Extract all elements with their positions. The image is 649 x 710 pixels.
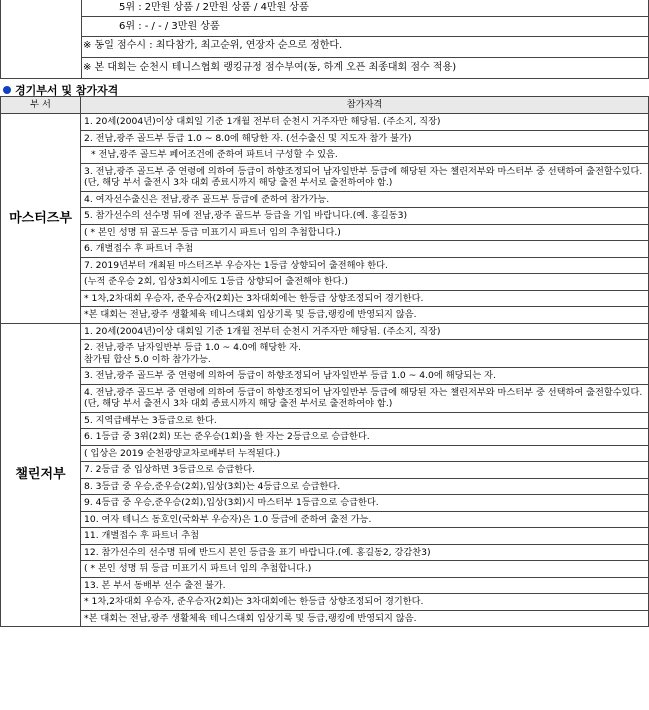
table-row [1, 384, 649, 412]
table-cell: 12. 참가선수의 선수명 뒤에 반드시 본인 등급을 표기 바랍니다.(예. 홍길동2, 강감찬3) [81, 544, 649, 561]
table-row [1, 462, 649, 479]
table-row [1, 147, 649, 164]
table-row [1, 323, 649, 340]
table-row [1, 224, 649, 241]
table-row [1, 429, 649, 446]
table-row [1, 368, 649, 385]
table-cell: 10. 여자 테니스 동호인(국화부 우승자)은 1.0 등급에 준하여 출전 가능. [81, 511, 649, 528]
table-cell: 3. 전남,광주 골드부 중 연령에 의하여 등급이 하향조정되어 남자일반부 등급 1.0 ~ 4.0에 해당되는 자. [81, 368, 649, 385]
tie-break-note: ※ 동일 점수시 : 최다참가, 최고순위, 연장자 순으로 정한다. [83, 40, 343, 51]
table-row [1, 274, 649, 291]
header-eligibility: 참가자격 [81, 97, 649, 114]
table-cell: 13. 본 부서 동배부 선수 출전 불가. [81, 577, 649, 594]
division-challenger: 챌린저부 [1, 323, 81, 627]
table-row [1, 257, 649, 274]
header-division: 부 서 [1, 97, 81, 114]
prize-notes-label-cell [1, 0, 82, 79]
table-cell: 2. 전남,광주 골드부 등급 1.0 ~ 8.0에 해당한 자. (선수출신 및 지도자 참가 불가) [81, 130, 649, 147]
table-cell: * 전남,광주 골드부 페어조건에 준하여 파트너 구성할 수 있음. [81, 147, 649, 164]
table-cell: 1. 20세(2004년)이상 대회일 기준 1개월 전부터 순천시 거주자만 해당됨. (주소지, 직장) [81, 323, 649, 340]
table-cell: 11. 개별접수 후 파트너 추첨 [81, 528, 649, 545]
table-cell: ( * 본인 성명 뒤 골드부 등급 미표기시 파트너 임의 추첨합니다.) [81, 224, 649, 241]
table-row [1, 412, 649, 429]
table-row [1, 544, 649, 561]
table-cell: 4. 전남,광주 골드부 중 연령에 의하여 등급이 하향조정되어 남자일반부 등급에 해당된 자는 챌린저부와 마스터부 중 선택하여 출전할수있다.(단, 해당 부서 출전시 3차 대회 종료시까지 해당 출전 부서로 출전하여야 함.) [81, 384, 649, 412]
prize-notes-table [0, 0, 649, 79]
table-row [1, 478, 649, 495]
table-cell: 8. 3등급 중 우승,준우승(2회),입상(3회)는 4등급으로 승급한다. [81, 478, 649, 495]
table-row [1, 445, 649, 462]
table-row [1, 208, 649, 225]
table-cell: 7. 2등급 중 입상하면 3등급으로 승급한다. [81, 462, 649, 479]
table-cell: 9. 4등급 중 우승,준우승(2회),입상(3회)시 마스터부 1등급으로 승급한다. [81, 495, 649, 512]
row-divider [81, 36, 648, 37]
table-cell: * 1차,2차대회 우승자, 준우승자(2회)는 3차대회에는 한등급 상향조정되어 경기한다. [81, 594, 649, 611]
table-cell: (누적 준우승 2회, 입상3회시에도 1등급 상향되어 출전해야 한다.) [81, 274, 649, 291]
table-row [1, 191, 649, 208]
table-cell: *본 대회는 전남,광주 생활체육 테니스대회 입상기록 및 등급,랭킹에 반영되지 않음. [81, 307, 649, 324]
table-row [1, 561, 649, 578]
section-title: 경기부서 및 참가자격 [3, 82, 118, 98]
table-cell: 2. 전남,광주 남자일반부 등급 1.0 ~ 4.0에 해당한 자. 참가팀 합산 5.0 이하 참가가능. [81, 340, 649, 368]
division-masters: 마스터즈부 [1, 114, 81, 324]
table-row [1, 241, 649, 258]
table-row [1, 130, 649, 147]
row-divider [81, 57, 648, 58]
table-cell: ( * 본인 성명 뒤 등급 미표기시 파트너 임의 추첨합니다.) [81, 561, 649, 578]
table-cell: 5. 지역급배부는 3등급으로 한다. [81, 412, 649, 429]
table-row [1, 610, 649, 627]
table-cell: 4. 여자선수출신은 전남,광주 골드부 등급에 준하여 참가가능. [81, 191, 649, 208]
table-row [1, 340, 649, 368]
table-cell: 7. 2019년부터 개최된 마스터즈부 우승자는 1등급 상향되어 출전해야 한다. [81, 257, 649, 274]
table-row [1, 114, 649, 131]
table-row [1, 528, 649, 545]
table-cell: 3. 전남,광주 골드부 중 연령에 의하여 등급이 하향조정되어 남자일반부 등급에 해당된 자는 챌린저부와 마스터부 중 선택하여 출전할수있다.(단, 해당 부서 출전시 3차 대회 종료시까지 해당 출전 부서로 출전하여야 함.) [81, 163, 649, 191]
prize-row-6th: 6위 : - / - / 3만원 상품 [119, 21, 220, 32]
table-row [1, 307, 649, 324]
table-cell: * 1차,2차대회 우승자, 준우승자(2회)는 3차대회에는 한등급 상향조정되어 경기한다. [81, 290, 649, 307]
bullet-icon [3, 86, 11, 94]
table-cell: 6. 개별접수 후 파트너 추첨 [81, 241, 649, 258]
table-header-row [1, 97, 649, 114]
ranking-note: ※ 본 대회는 순천시 테니스협회 랭킹규정 점수부여(동, 하계 오픈 최종대회 점수 적용) [83, 62, 457, 73]
table-cell: 6. 1등급 중 3위(2회) 또는 준우승(1회)을 한 자는 2등급으로 승급한다. [81, 429, 649, 446]
table-row [1, 163, 649, 191]
table-cell: 5. 참가선수의 선수명 뒤에 전남,광주 골드부 등급을 기입 바랍니다.(예. 홍길동3) [81, 208, 649, 225]
table-cell: 1. 20세(2004년)이상 대회일 기준 1개월 전부터 순천시 거주자만 해당됨. (주소지, 직장) [81, 114, 649, 131]
table-row [1, 495, 649, 512]
table-row [1, 511, 649, 528]
eligibility-table [0, 96, 649, 627]
table-row [1, 577, 649, 594]
row-divider [81, 16, 648, 17]
table-row [1, 594, 649, 611]
prize-row-5th: 5위 : 2만원 상품 / 2만원 상품 / 4만원 상품 [119, 2, 309, 13]
table-cell: ( 입상은 2019 순천광양교차로배부터 누적된다.) [81, 445, 649, 462]
table-row [1, 290, 649, 307]
table-cell: *본 대회는 전남,광주 생활체육 테니스대회 입상기록 및 등급,랭킹에 반영되지 않음. [81, 610, 649, 627]
